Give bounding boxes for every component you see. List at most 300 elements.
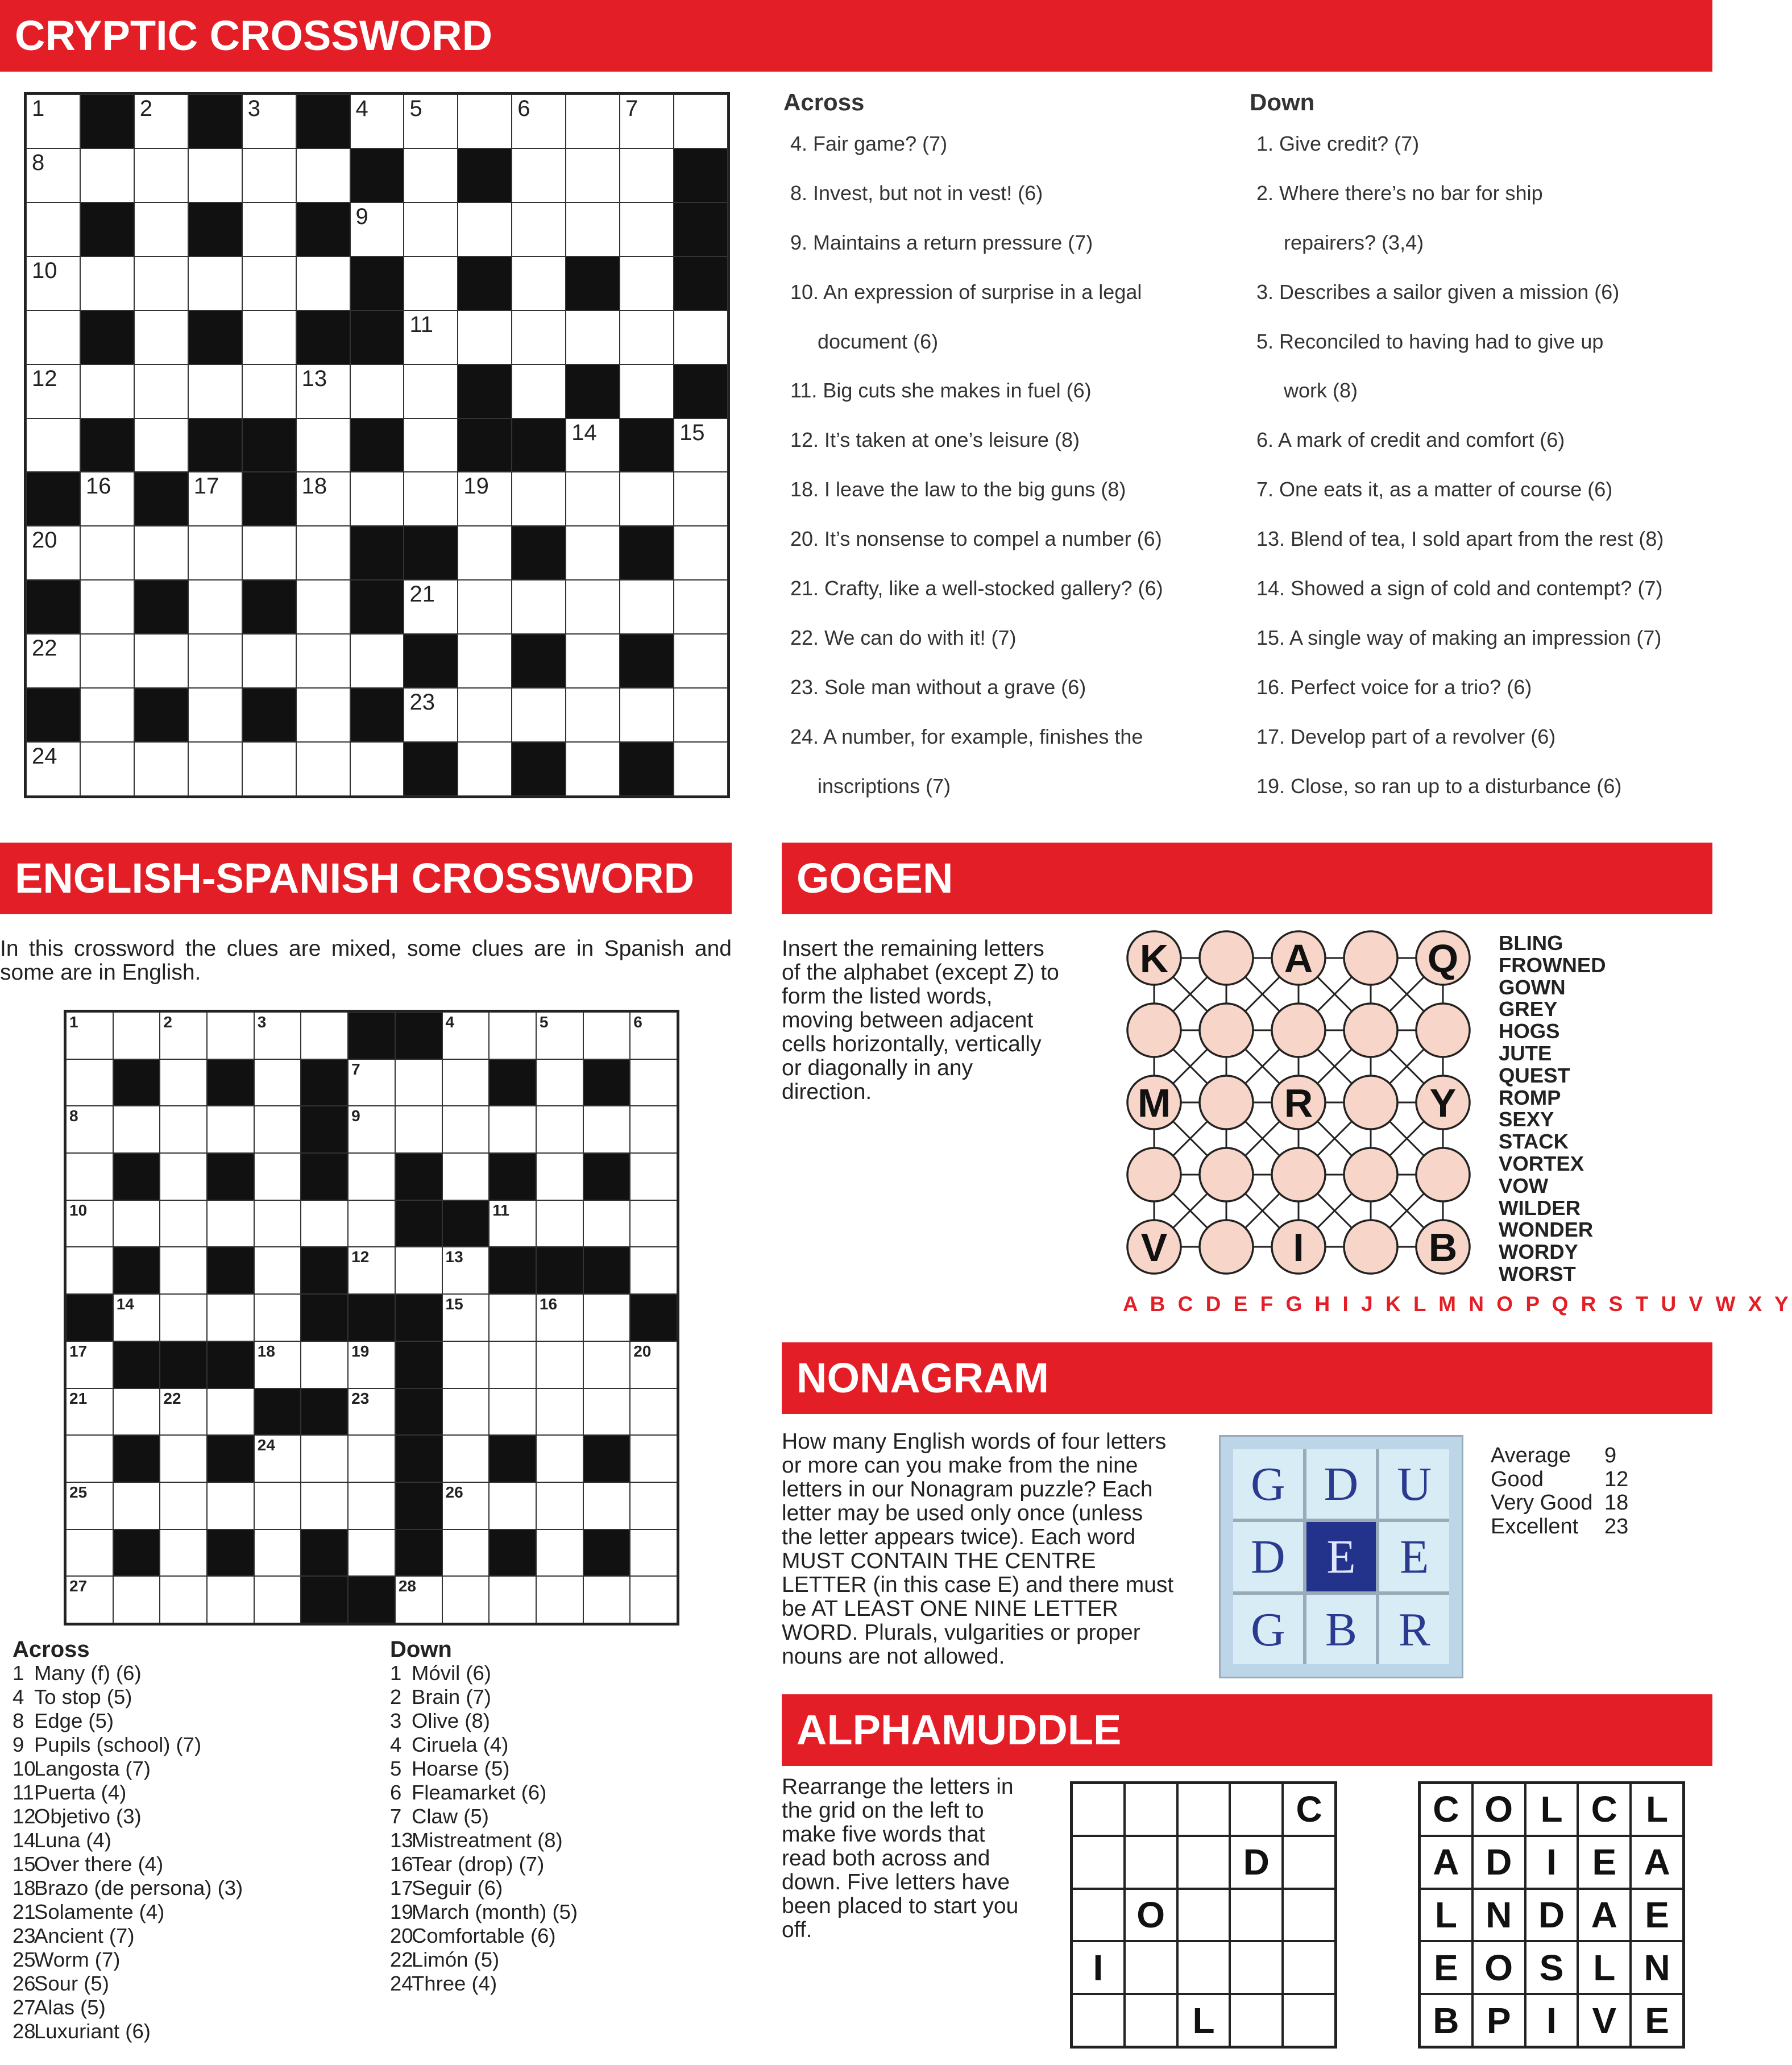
alphamuddle-puzzle-cell[interactable] [1125, 1994, 1177, 2047]
gogen-cell[interactable] [1200, 1148, 1253, 1201]
gogen-cell[interactable] [1344, 1004, 1397, 1057]
gogen-cell[interactable] [1127, 1148, 1181, 1201]
english-spanish-white-cell[interactable] [160, 1576, 207, 1623]
cryptic-white-cell[interactable] [242, 634, 296, 688]
english-spanish-white-cell[interactable] [489, 1106, 536, 1153]
english-spanish-white-cell[interactable] [489, 1388, 536, 1436]
cryptic-white-cell[interactable] [458, 580, 512, 634]
gogen-cell[interactable] [1272, 1148, 1325, 1201]
english-spanish-white-cell[interactable] [348, 1482, 395, 1529]
english-spanish-white-cell[interactable] [442, 1388, 490, 1436]
alphamuddle-puzzle-cell[interactable] [1230, 1994, 1283, 2047]
cryptic-white-cell[interactable] [242, 526, 296, 580]
cryptic-white-cell[interactable] [566, 580, 620, 634]
cryptic-white-cell[interactable] [404, 580, 458, 634]
cryptic-white-cell[interactable] [80, 148, 134, 202]
english-spanish-white-cell[interactable] [254, 1529, 301, 1577]
cryptic-white-cell[interactable] [404, 148, 458, 202]
cryptic-white-cell[interactable] [404, 472, 458, 526]
gogen-cell[interactable] [1272, 1004, 1325, 1057]
cryptic-white-cell[interactable] [512, 202, 566, 256]
english-spanish-white-cell[interactable] [254, 1200, 301, 1247]
english-spanish-white-cell[interactable] [113, 1200, 160, 1247]
cryptic-white-cell[interactable] [26, 526, 80, 580]
english-spanish-white-cell[interactable] [160, 1294, 207, 1341]
cryptic-white-cell[interactable] [512, 364, 566, 418]
english-spanish-white-cell[interactable] [254, 1576, 301, 1623]
alphamuddle-puzzle-cell[interactable] [1072, 1994, 1125, 2047]
english-spanish-white-cell[interactable] [207, 1576, 254, 1623]
english-spanish-white-cell[interactable] [254, 1341, 301, 1388]
english-spanish-white-cell[interactable] [66, 1153, 113, 1200]
cryptic-white-cell[interactable] [512, 688, 566, 742]
gogen-cell[interactable] [1272, 1220, 1325, 1274]
english-spanish-white-cell[interactable] [536, 1294, 583, 1341]
alphamuddle-puzzle-cell[interactable] [1125, 1941, 1177, 1994]
cryptic-white-cell[interactable] [404, 418, 458, 472]
english-spanish-white-cell[interactable] [442, 1482, 490, 1529]
alphamuddle-puzzle-cell[interactable] [1283, 1836, 1335, 1889]
english-spanish-white-cell[interactable] [348, 1106, 395, 1153]
cryptic-white-cell[interactable] [188, 742, 242, 796]
cryptic-white-cell[interactable] [674, 94, 728, 148]
alphamuddle-puzzle-cell[interactable] [1283, 1889, 1335, 1942]
english-spanish-white-cell[interactable] [348, 1341, 395, 1388]
english-spanish-white-cell[interactable] [536, 1012, 583, 1059]
english-spanish-white-cell[interactable] [301, 1200, 348, 1247]
gogen-cell[interactable] [1127, 931, 1181, 985]
english-spanish-white-cell[interactable] [489, 1576, 536, 1623]
cryptic-white-cell[interactable] [26, 364, 80, 418]
gogen-cell[interactable] [1272, 1076, 1325, 1129]
cryptic-white-cell[interactable] [350, 94, 404, 148]
english-spanish-white-cell[interactable] [207, 1200, 254, 1247]
gogen-cell[interactable] [1127, 1004, 1181, 1057]
english-spanish-white-cell[interactable] [66, 1106, 113, 1153]
cryptic-white-cell[interactable] [512, 256, 566, 310]
cryptic-white-cell[interactable] [134, 256, 188, 310]
cryptic-white-cell[interactable] [512, 472, 566, 526]
english-spanish-white-cell[interactable] [583, 1341, 630, 1388]
cryptic-white-cell[interactable] [296, 256, 350, 310]
english-spanish-white-cell[interactable] [442, 1435, 490, 1482]
english-spanish-white-cell[interactable] [66, 1247, 113, 1294]
english-spanish-white-cell[interactable] [536, 1529, 583, 1577]
cryptic-white-cell[interactable] [296, 742, 350, 796]
english-spanish-white-cell[interactable] [207, 1294, 254, 1341]
english-spanish-white-cell[interactable] [442, 1012, 490, 1059]
cryptic-white-cell[interactable] [566, 742, 620, 796]
cryptic-white-cell[interactable] [26, 94, 80, 148]
cryptic-white-cell[interactable] [188, 148, 242, 202]
cryptic-white-cell[interactable] [512, 580, 566, 634]
cryptic-white-cell[interactable] [26, 148, 80, 202]
cryptic-white-cell[interactable] [80, 364, 134, 418]
english-spanish-white-cell[interactable] [254, 1247, 301, 1294]
english-spanish-white-cell[interactable] [160, 1059, 207, 1106]
cryptic-white-cell[interactable] [458, 472, 512, 526]
cryptic-white-cell[interactable] [620, 472, 674, 526]
cryptic-white-cell[interactable] [80, 580, 134, 634]
english-spanish-white-cell[interactable] [254, 1059, 301, 1106]
cryptic-white-cell[interactable] [620, 94, 674, 148]
alphamuddle-puzzle-cell[interactable] [1283, 1994, 1335, 2047]
gogen-cell[interactable] [1200, 1004, 1253, 1057]
cryptic-white-cell[interactable] [566, 634, 620, 688]
english-spanish-white-cell[interactable] [301, 1482, 348, 1529]
english-spanish-white-cell[interactable] [348, 1153, 395, 1200]
english-spanish-white-cell[interactable] [630, 1153, 677, 1200]
english-spanish-white-cell[interactable] [489, 1294, 536, 1341]
cryptic-white-cell[interactable] [296, 472, 350, 526]
cryptic-white-cell[interactable] [350, 202, 404, 256]
alphamuddle-puzzle-cell[interactable] [1125, 1836, 1177, 1889]
english-spanish-white-cell[interactable] [301, 1012, 348, 1059]
english-spanish-white-cell[interactable] [160, 1482, 207, 1529]
cryptic-white-cell[interactable] [674, 472, 728, 526]
cryptic-white-cell[interactable] [242, 202, 296, 256]
alphamuddle-puzzle-cell[interactable] [1177, 1783, 1230, 1836]
cryptic-white-cell[interactable] [566, 202, 620, 256]
english-spanish-white-cell[interactable] [207, 1012, 254, 1059]
cryptic-white-cell[interactable] [512, 310, 566, 364]
english-spanish-white-cell[interactable] [113, 1388, 160, 1436]
cryptic-white-cell[interactable] [242, 256, 296, 310]
english-spanish-white-cell[interactable] [536, 1435, 583, 1482]
cryptic-white-cell[interactable] [134, 202, 188, 256]
cryptic-white-cell[interactable] [350, 472, 404, 526]
cryptic-white-cell[interactable] [26, 418, 80, 472]
english-spanish-black-cell [348, 1576, 395, 1623]
english-spanish-white-cell[interactable] [536, 1059, 583, 1106]
english-spanish-white-cell[interactable] [113, 1106, 160, 1153]
english-spanish-white-cell[interactable] [489, 1200, 536, 1247]
english-spanish-white-cell[interactable] [630, 1106, 677, 1153]
english-spanish-white-cell[interactable] [254, 1482, 301, 1529]
cryptic-white-cell[interactable] [242, 364, 296, 418]
english-spanish-white-cell[interactable] [254, 1012, 301, 1059]
alphamuddle-puzzle-cell[interactable] [1177, 1941, 1230, 1994]
cryptic-white-cell[interactable] [620, 310, 674, 364]
english-spanish-white-cell[interactable] [254, 1435, 301, 1482]
english-spanish-white-cell[interactable] [536, 1153, 583, 1200]
cryptic-white-cell[interactable] [134, 310, 188, 364]
cryptic-white-cell[interactable] [296, 148, 350, 202]
cryptic-white-cell[interactable] [458, 202, 512, 256]
cryptic-white-cell[interactable] [458, 688, 512, 742]
cryptic-white-cell[interactable] [458, 94, 512, 148]
alphamuddle-puzzle-cell[interactable]: C [1283, 1783, 1335, 1836]
gogen-cell[interactable] [1344, 1076, 1397, 1129]
alphamuddle-puzzle-cell[interactable] [1283, 1941, 1335, 1994]
cryptic-white-cell[interactable] [458, 634, 512, 688]
english-spanish-white-cell[interactable] [536, 1200, 583, 1247]
cryptic-white-cell[interactable] [134, 418, 188, 472]
cryptic-white-cell[interactable] [188, 634, 242, 688]
cryptic-white-cell[interactable] [26, 742, 80, 796]
cryptic-white-cell[interactable] [242, 742, 296, 796]
english-spanish-white-cell[interactable] [630, 1200, 677, 1247]
english-spanish-white-cell[interactable] [160, 1529, 207, 1577]
english-spanish-white-cell[interactable] [536, 1106, 583, 1153]
cryptic-white-cell[interactable] [188, 364, 242, 418]
alphamuddle-puzzle-cell[interactable] [1230, 1783, 1283, 1836]
alphamuddle-puzzle-cell[interactable] [1125, 1783, 1177, 1836]
english-spanish-white-cell[interactable] [348, 1200, 395, 1247]
cryptic-white-cell[interactable] [188, 472, 242, 526]
english-spanish-white-cell[interactable] [348, 1059, 395, 1106]
cryptic-white-cell[interactable] [404, 94, 458, 148]
cryptic-white-cell[interactable] [80, 742, 134, 796]
english-spanish-white-cell[interactable] [630, 1529, 677, 1577]
english-spanish-white-cell[interactable] [66, 1012, 113, 1059]
cryptic-white-cell[interactable] [296, 364, 350, 418]
english-spanish-white-cell[interactable] [160, 1012, 207, 1059]
english-spanish-white-cell[interactable] [348, 1529, 395, 1577]
alphamuddle-puzzle-cell[interactable]: D [1230, 1836, 1283, 1889]
english-spanish-white-cell[interactable] [630, 1059, 677, 1106]
gogen-cell[interactable] [1200, 931, 1253, 985]
cryptic-white-cell[interactable] [350, 364, 404, 418]
english-spanish-white-cell[interactable] [66, 1059, 113, 1106]
cryptic-white-cell[interactable] [26, 634, 80, 688]
cryptic-white-cell[interactable] [620, 202, 674, 256]
cryptic-white-cell[interactable] [674, 742, 728, 796]
english-spanish-white-cell[interactable] [254, 1153, 301, 1200]
english-spanish-white-cell[interactable] [301, 1435, 348, 1482]
alphamuddle-puzzle-cell[interactable] [1072, 1783, 1125, 1836]
gogen-cell[interactable] [1344, 931, 1397, 985]
english-spanish-white-cell[interactable] [66, 1200, 113, 1247]
alphamuddle-puzzle-cell[interactable] [1177, 1889, 1230, 1942]
gogen-cell[interactable] [1416, 1148, 1470, 1201]
cryptic-white-cell[interactable] [350, 634, 404, 688]
cryptic-white-cell[interactable] [566, 688, 620, 742]
cryptic-white-cell[interactable] [404, 688, 458, 742]
cryptic-white-cell[interactable] [620, 364, 674, 418]
english-spanish-white-cell[interactable] [254, 1106, 301, 1153]
cryptic-white-cell[interactable] [458, 742, 512, 796]
cryptic-white-cell[interactable] [296, 688, 350, 742]
cryptic-white-cell[interactable] [620, 580, 674, 634]
clue-line [0, 1852, 243, 1876]
cryptic-white-cell[interactable] [512, 94, 566, 148]
english-spanish-white-cell[interactable] [160, 1388, 207, 1436]
alphamuddle-puzzle-cell[interactable] [1230, 1889, 1283, 1942]
english-spanish-white-cell[interactable] [583, 1388, 630, 1436]
cryptic-black-cell [80, 310, 134, 364]
cryptic-white-cell[interactable] [80, 526, 134, 580]
cryptic-white-cell[interactable] [296, 634, 350, 688]
english-spanish-white-cell[interactable] [583, 1106, 630, 1153]
cryptic-black-cell [674, 364, 728, 418]
english-spanish-white-cell[interactable] [113, 1482, 160, 1529]
alphamuddle-puzzle-cell[interactable] [1177, 1836, 1230, 1889]
alphamuddle-puzzle-cell[interactable]: L [1177, 1994, 1230, 2047]
gogen-cell[interactable] [1344, 1220, 1397, 1274]
cryptic-white-cell[interactable] [26, 202, 80, 256]
cryptic-white-cell[interactable] [404, 310, 458, 364]
cryptic-white-cell[interactable] [134, 634, 188, 688]
english-spanish-white-cell[interactable] [583, 1294, 630, 1341]
cryptic-white-cell[interactable] [188, 256, 242, 310]
english-spanish-white-cell[interactable] [395, 1247, 442, 1294]
cryptic-white-cell[interactable] [296, 580, 350, 634]
cryptic-white-cell[interactable] [566, 148, 620, 202]
english-spanish-white-cell[interactable] [630, 1482, 677, 1529]
cryptic-white-cell[interactable] [458, 310, 512, 364]
english-spanish-white-cell[interactable] [113, 1576, 160, 1623]
english-spanish-white-cell[interactable] [113, 1012, 160, 1059]
cryptic-white-cell[interactable] [242, 310, 296, 364]
english-spanish-clue-number: 11 [492, 1201, 509, 1219]
english-spanish-white-cell[interactable] [66, 1482, 113, 1529]
cryptic-white-cell[interactable] [566, 310, 620, 364]
english-spanish-white-cell[interactable] [630, 1576, 677, 1623]
cryptic-white-cell[interactable] [188, 526, 242, 580]
cryptic-white-cell[interactable] [404, 256, 458, 310]
english-spanish-white-cell[interactable] [395, 1059, 442, 1106]
english-spanish-white-cell[interactable] [583, 1482, 630, 1529]
english-spanish-white-cell[interactable] [160, 1435, 207, 1482]
cryptic-white-cell[interactable] [620, 148, 674, 202]
cryptic-white-cell[interactable] [296, 418, 350, 472]
gogen-cell[interactable] [1127, 1220, 1181, 1274]
english-spanish-white-cell[interactable] [630, 1435, 677, 1482]
gogen-cell[interactable] [1416, 1004, 1470, 1057]
english-spanish-white-cell[interactable] [442, 1294, 490, 1341]
english-spanish-white-cell[interactable] [160, 1247, 207, 1294]
gogen-cell[interactable] [1200, 1076, 1253, 1129]
english-spanish-white-cell[interactable] [489, 1341, 536, 1388]
english-spanish-white-cell[interactable] [66, 1341, 113, 1388]
english-spanish-white-cell[interactable] [254, 1294, 301, 1341]
cryptic-white-cell[interactable] [26, 256, 80, 310]
english-spanish-white-cell[interactable] [442, 1247, 490, 1294]
alphamuddle-puzzle-cell[interactable] [1230, 1941, 1283, 1994]
english-spanish-white-cell[interactable] [536, 1576, 583, 1623]
cryptic-white-cell[interactable] [80, 634, 134, 688]
alphamuddle-puzzle-cell[interactable] [1072, 1889, 1125, 1942]
gogen-cell[interactable] [1344, 1148, 1397, 1201]
english-spanish-white-cell[interactable] [583, 1012, 630, 1059]
gogen-cell[interactable] [1416, 1076, 1470, 1129]
english-spanish-clue-number: 4 [445, 1013, 455, 1031]
cryptic-white-cell[interactable] [134, 526, 188, 580]
cryptic-white-cell[interactable] [188, 688, 242, 742]
english-spanish-white-cell[interactable] [630, 1247, 677, 1294]
english-spanish-white-cell[interactable] [536, 1388, 583, 1436]
english-spanish-white-cell[interactable] [66, 1435, 113, 1482]
gogen-cell[interactable] [1272, 931, 1325, 985]
english-spanish-white-cell[interactable] [442, 1341, 490, 1388]
english-spanish-white-cell[interactable] [348, 1247, 395, 1294]
cryptic-white-cell[interactable] [26, 310, 80, 364]
english-spanish-white-cell[interactable] [442, 1576, 490, 1623]
cryptic-white-cell[interactable] [620, 688, 674, 742]
cryptic-white-cell[interactable] [134, 148, 188, 202]
cryptic-white-cell[interactable] [350, 742, 404, 796]
cryptic-white-cell[interactable] [242, 148, 296, 202]
cryptic-white-cell[interactable] [512, 148, 566, 202]
english-spanish-white-cell[interactable] [489, 1012, 536, 1059]
english-spanish-white-cell[interactable] [630, 1388, 677, 1436]
cryptic-white-cell[interactable] [566, 472, 620, 526]
cryptic-white-cell[interactable] [80, 688, 134, 742]
cryptic-white-cell[interactable] [458, 526, 512, 580]
english-spanish-white-cell[interactable] [160, 1200, 207, 1247]
english-spanish-white-cell[interactable] [348, 1388, 395, 1436]
english-spanish-white-cell[interactable] [442, 1529, 490, 1577]
alphamuddle-puzzle-cell[interactable]: O [1125, 1889, 1177, 1942]
cryptic-white-cell[interactable] [80, 472, 134, 526]
clue-line: 23. Sole man without a grave (6) [790, 675, 1086, 699]
english-spanish-white-cell[interactable] [395, 1106, 442, 1153]
cryptic-white-cell[interactable] [674, 526, 728, 580]
english-spanish-white-cell[interactable] [583, 1576, 630, 1623]
cryptic-white-cell[interactable] [566, 94, 620, 148]
clue-text: Worm (7) [34, 1948, 121, 1971]
cryptic-white-cell[interactable] [80, 256, 134, 310]
alphamuddle-puzzle-cell[interactable] [1072, 1836, 1125, 1889]
cryptic-white-cell[interactable] [620, 256, 674, 310]
english-spanish-white-cell[interactable] [113, 1294, 160, 1341]
cryptic-white-cell[interactable] [404, 202, 458, 256]
cryptic-white-cell[interactable] [566, 418, 620, 472]
english-spanish-white-cell[interactable] [301, 1341, 348, 1388]
english-spanish-white-cell[interactable] [630, 1012, 677, 1059]
cryptic-white-cell[interactable] [404, 364, 458, 418]
cryptic-white-cell[interactable] [674, 580, 728, 634]
english-spanish-white-cell[interactable] [630, 1341, 677, 1388]
cryptic-white-cell[interactable] [674, 418, 728, 472]
english-spanish-white-cell[interactable] [442, 1153, 490, 1200]
english-spanish-white-cell[interactable] [348, 1435, 395, 1482]
gogen-cell[interactable] [1416, 1220, 1470, 1274]
cryptic-white-cell[interactable] [134, 94, 188, 148]
cryptic-white-cell[interactable] [134, 364, 188, 418]
cryptic-white-cell[interactable] [188, 580, 242, 634]
cryptic-white-cell[interactable] [134, 742, 188, 796]
alphamuddle-puzzle-cell[interactable]: I [1072, 1941, 1125, 1994]
english-spanish-white-cell[interactable] [395, 1576, 442, 1623]
english-spanish-white-cell[interactable] [536, 1482, 583, 1529]
cryptic-white-cell[interactable] [674, 688, 728, 742]
english-spanish-white-cell[interactable] [536, 1341, 583, 1388]
cryptic-black-cell [566, 364, 620, 418]
gogen-cell[interactable] [1200, 1220, 1253, 1274]
english-spanish-white-cell[interactable] [489, 1482, 536, 1529]
cryptic-white-cell[interactable] [296, 526, 350, 580]
cryptic-white-cell[interactable] [674, 634, 728, 688]
gogen-cell[interactable] [1127, 1076, 1181, 1129]
gogen-cell[interactable] [1416, 931, 1470, 985]
english-spanish-white-cell[interactable] [160, 1153, 207, 1200]
english-spanish-white-cell[interactable] [160, 1106, 207, 1153]
cryptic-white-cell[interactable] [674, 310, 728, 364]
english-spanish-white-cell[interactable] [442, 1106, 490, 1153]
cryptic-white-cell[interactable] [242, 94, 296, 148]
english-spanish-white-cell[interactable] [207, 1388, 254, 1436]
english-spanish-white-cell[interactable] [442, 1059, 490, 1106]
english-spanish-white-cell[interactable] [583, 1200, 630, 1247]
english-spanish-white-cell[interactable] [66, 1576, 113, 1623]
cryptic-white-cell[interactable] [566, 526, 620, 580]
english-spanish-white-cell[interactable] [207, 1106, 254, 1153]
english-spanish-white-cell[interactable] [66, 1388, 113, 1436]
english-spanish-white-cell[interactable] [66, 1529, 113, 1577]
english-spanish-white-cell[interactable] [207, 1482, 254, 1529]
